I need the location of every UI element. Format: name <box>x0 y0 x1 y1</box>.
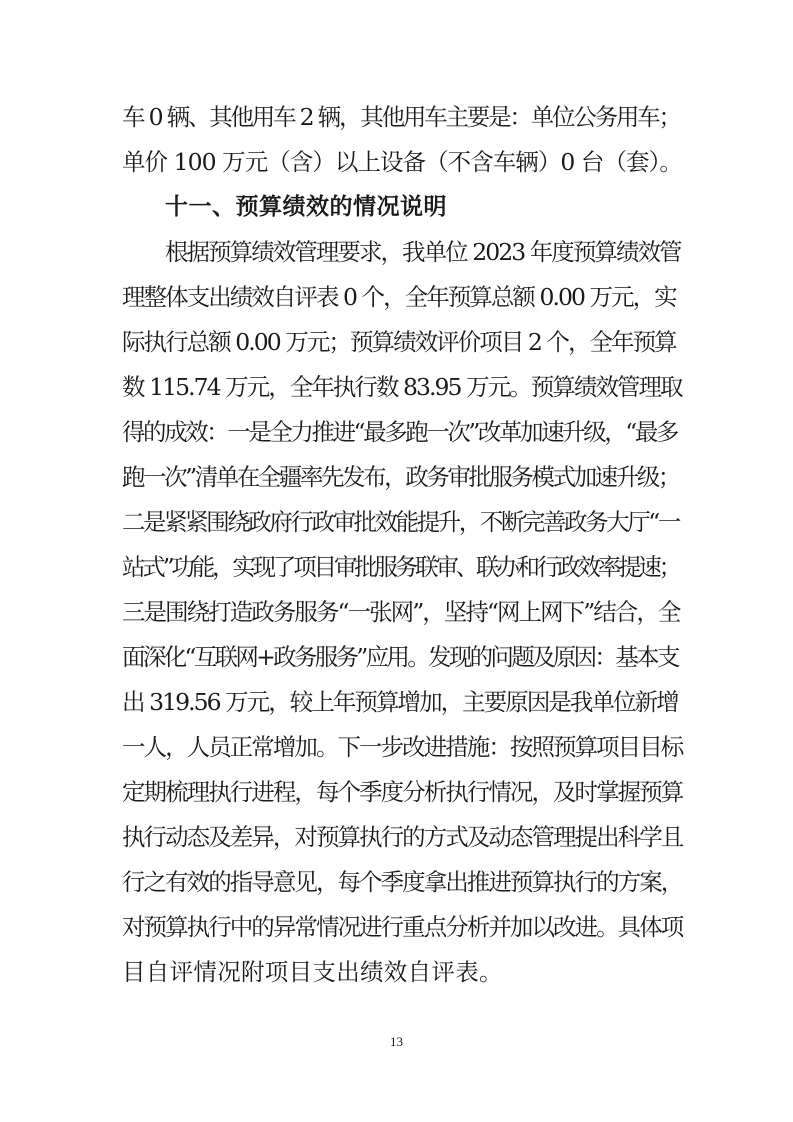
page-number: 13 <box>390 1034 403 1049</box>
paragraph-line: 目自评情况附项目支出绩效自评表。 <box>122 958 503 986</box>
paragraph-line: 三是围绕打造政务服务“一张网”，坚持“网上网下”结合，全 <box>122 598 680 626</box>
paragraph-line: 对预算执行中的异常情况进行重点分析并加以改进。具体项 <box>122 913 683 941</box>
text-line: 车 0 辆、其他用车 2 辆，其他用车主要是：单位公务用车； <box>122 103 680 131</box>
paragraph-line: 一人，人员正常增加。下一步改进措施：按照预算项目目标 <box>122 733 683 761</box>
paragraph-line: 出 319.56 万元，较上年预算增加，主要原因是我单位新增 <box>122 688 678 716</box>
paragraph-line: 得的成效：一是全力推进“最多跑一次”改革加速升级，“最多 <box>122 418 677 446</box>
paragraph-line: 站式”功能，实现了项目审批服务联审、联办和行政效率提速； <box>122 553 679 581</box>
paragraph-line: 数 115.74 万元，全年执行数 83.95 万元。预算绩效管理取 <box>122 373 682 401</box>
paragraph-line: 行之有效的指导意见，每个季度拿出推进预算执行的方案， <box>122 868 683 896</box>
paragraph-line: 际执行总额 0.00 万元；预算绩效评价项目 2 个，全年预算 <box>122 328 676 356</box>
paragraph-line: 二是紧紧围绕政府行政审批效能提升，不断完善政务大厅“一 <box>122 508 679 536</box>
section-heading: 十一、预算绩效的情况说明 <box>165 194 447 220</box>
paragraph-line: 定期梳理执行进程，每个季度分析执行情况，及时掌握预算 <box>122 778 683 806</box>
paragraph-line: 面深化“互联网+政务服务”应用。发现的问题及原因：基本支 <box>122 643 678 671</box>
paragraph-line: 跑一次”清单在全疆率先发布，政务审批服务模式加速升级； <box>122 463 679 491</box>
paragraph-line: 执行动态及差异，对预算执行的方式及动态管理提出科学且 <box>122 823 683 851</box>
paragraph-first-line: 根据预算绩效管理要求，我单位 2023 年度预算绩效管 <box>165 238 681 266</box>
text-line: 单价 100 万元（含）以上设备（不含车辆）0 台（套）。 <box>122 148 682 176</box>
paragraph-line: 理整体支出绩效自评表 0 个，全年预算总额 0.00 万元，实 <box>122 283 676 311</box>
